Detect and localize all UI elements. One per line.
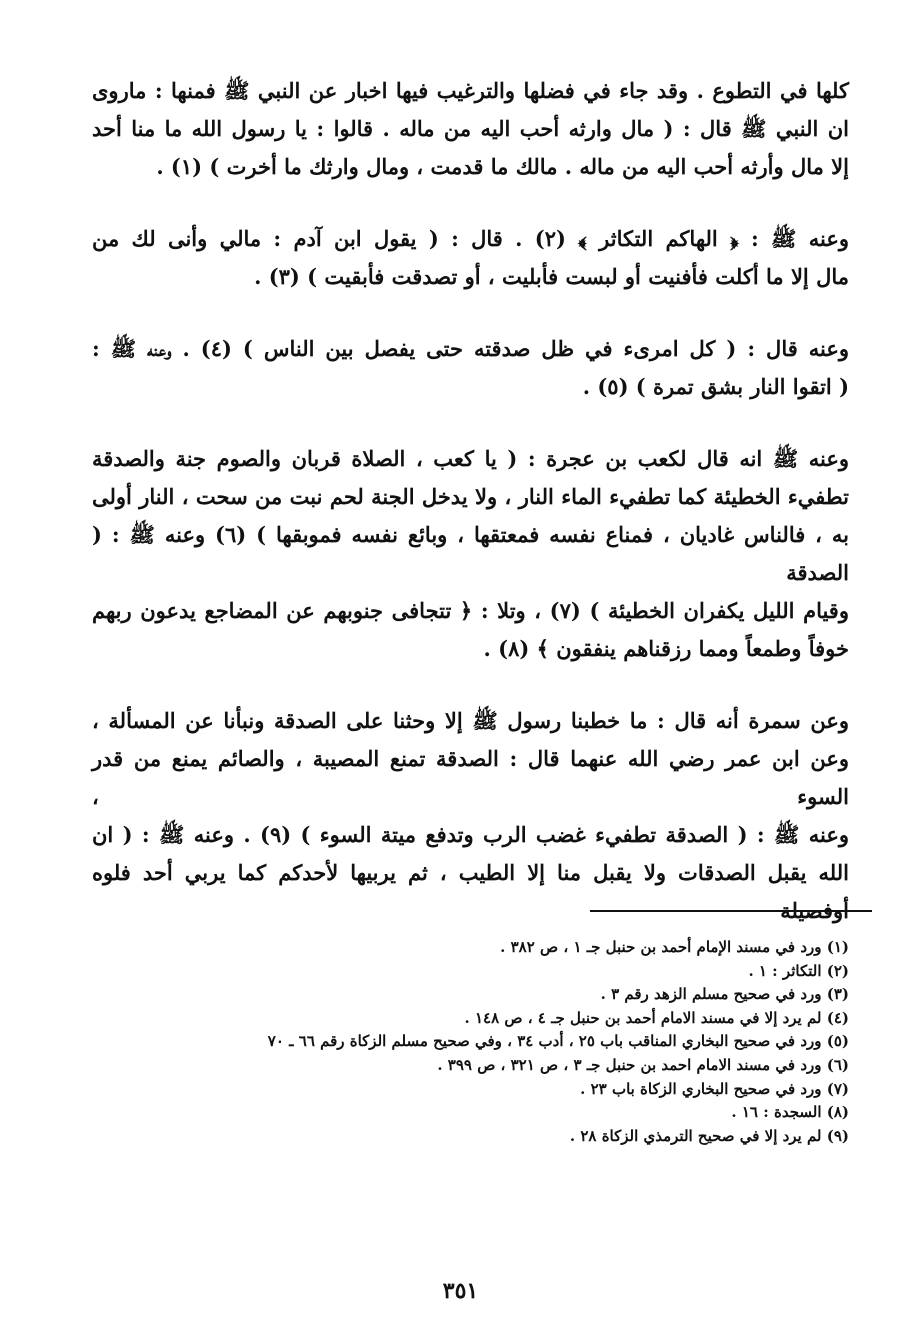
footnote-1: (١) ورد في مسند الإمام أحمد بن حنبل جـ ١ ، ص ٣٨٢ . <box>500 938 849 956</box>
page-number: ٣٥١ <box>442 1278 479 1304</box>
text-line: كلها في التطوع . وقد جاء في فضلها والترغيب فيها اخبار عن النبي ﷺ فمنها : ماروى <box>92 78 849 103</box>
text-line: وعنه ﷺ انه قال لكعب بن عجرة : ( يا كعب ، الصلاة قربان والصوم جنة والصدقة <box>92 446 849 471</box>
paragraph-4 <box>92 440 849 668</box>
footnote-8: (٨) السجدة : ١٦ . <box>731 1103 849 1122</box>
text-line: وعنه ﷺ : ( الصدقة تطفيء غضب الرب وتدفع ميتة السوء ) (٩) . وعنه ﷺ : ( ان <box>92 822 849 847</box>
main-text <box>92 72 849 964</box>
text-line: إلا مال وأرثه أحب اليه من ماله . مالك ما قدمت ، ومال وارثك ما أخرت ) (١) . <box>156 154 849 179</box>
text-line: وعن سمرة أنه قال : ما خطبنا رسول ﷺ إلا وحثنا على الصدقة ونبأنا عن المسألة ، <box>92 708 849 733</box>
footnote-6: (٦) ورد في مسند الامام احمد بن حنبل جـ ٣ ، ص ٣٢١ ، ص ٣٩٩ . <box>437 1055 849 1074</box>
text-line: به ، فالناس غاديان ، فمناع نفسه فمعتقها ، وبائع نفسه فموبقها ) (٦) وعنه ﷺ : ( الصدقة <box>92 522 849 585</box>
text-line: الله يقبل الصدقات ولا يقبل منا إلا الطيب ، ثم يربيها لأحدكم كما يربي أحد فلوه أوفصيلة <box>92 860 849 923</box>
footnote-4: (٤) لم يرد إلا في مسند الامام أحمد بن حنبل جـ ٤ ، ص ١٤٨ . <box>464 1008 849 1027</box>
footnote-divider <box>590 910 872 912</box>
footnote-2: (٢) التكاثر : ١ . <box>748 961 849 980</box>
footnotes <box>120 936 849 1148</box>
text-line: تطفيء الخطيئة كما تطفيء الماء النار ، ولا يدخل الجنة لحم نبت من سحت ، النار أولى <box>92 484 849 509</box>
footnote-9: (٩) لم يرد إلا في صحيح الترمذي الزكاة ٢٨ . <box>569 1126 849 1145</box>
paragraph-3 <box>92 330 849 406</box>
text-line: وعن ابن عمر رضي الله عنهما قال : الصدقة تمنع المصيبة ، والصائم يمنع من قدر السوء ، <box>92 746 849 809</box>
text-line: وقيام الليل يكفران الخطيئة ) (٧) ، وتلا : ﴿ تتجافى جنوبهم عن المضاجع يدعون ربهم <box>92 598 849 623</box>
footnote-5: (٥) ورد في صحيح البخاري المناقب باب ٢٥ ، أدب ٣٤ ، وفي صحيح مسلم الزكاة رقم ٦٦ ـ ٧٠ <box>267 1032 849 1051</box>
paragraph-2 <box>92 220 849 296</box>
text-line: مال إلا ما أكلت فأفنيت أو لبست فأبليت ، أو تصدقت فأبقيت ) (٣) . <box>254 264 849 289</box>
text-line: وعنه قال : ( كل امرىء في ظل صدقته حتى يفصل بين الناس ) (٤) . وعنه ﷺ : <box>92 336 850 361</box>
text-line: ( اتقوا النار بشق تمرة ) (٥) . <box>582 374 849 399</box>
footnote-7: (٧) ورد في صحيح البخاري الزكاة باب ٢٣ . <box>580 1079 849 1098</box>
paragraph-5 <box>92 702 849 930</box>
paragraph-1 <box>92 72 849 186</box>
footnote-3: (٣) ورد في صحيح مسلم الزهد رقم ٣ . <box>600 985 849 1004</box>
text-line: وعنه ﷺ : ﴿ الهاكم التكاثر ﴾ (٢) . قال : ( يقول ابن آدم : مالي وأنى لك من <box>92 226 849 251</box>
text-line: ان النبي ﷺ قال : ( مال وارثه أحب اليه من ماله . قالوا : يا رسول الله ما منا أحد <box>92 116 849 141</box>
text-line: خوفاً وطمعاً ومما رزقناهم ينفقون ﴾ (٨) . <box>483 636 849 661</box>
